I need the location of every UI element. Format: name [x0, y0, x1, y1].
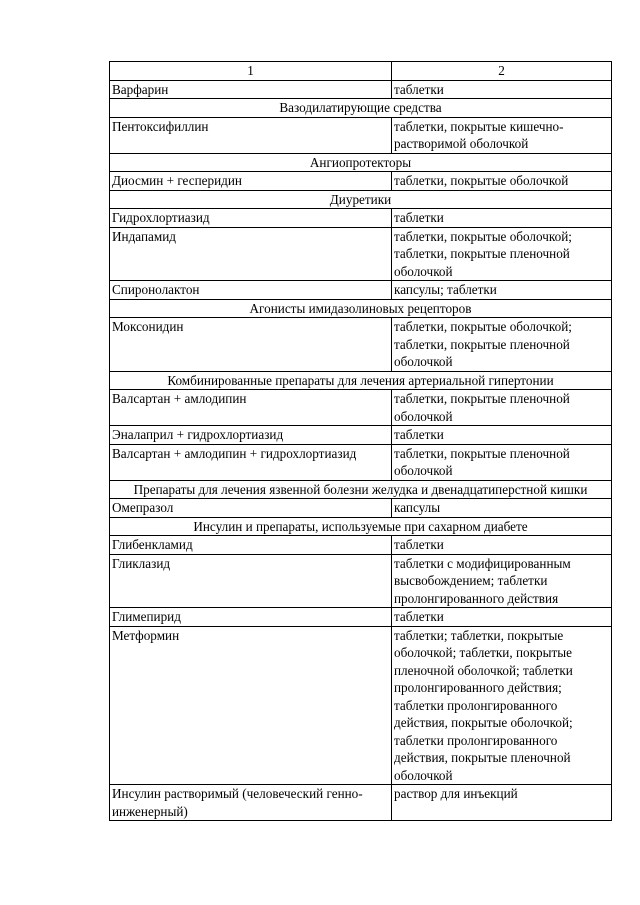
table-row [110, 536, 612, 555]
dosage-form-cell: таблетки, покрытые пленочной оболочкой [392, 390, 612, 426]
section-row [110, 480, 612, 499]
drug-name-cell: Метформин [110, 626, 392, 785]
dosage-form-cell: таблетки [392, 426, 612, 445]
drug-name-cell: Варфарин [110, 80, 392, 99]
table-row [110, 444, 612, 480]
dosage-form-cell: таблетки, покрытые оболочкой; таблетки, покрытые пленочной оболочкой [392, 227, 612, 281]
table-row [110, 172, 612, 191]
drug-name-cell: Гидрохлортиазид [110, 209, 392, 228]
dosage-form-cell: капсулы; таблетки [392, 281, 612, 300]
section-row [110, 153, 612, 172]
section-row [110, 99, 612, 118]
drug-name-cell: Индапамид [110, 227, 392, 281]
drug-name-cell: Омепразол [110, 499, 392, 518]
drug-name-cell: Гликлазид [110, 554, 392, 608]
dosage-form-cell: таблетки, покрытые оболочкой; таблетки, покрытые пленочной оболочкой [392, 318, 612, 372]
column-header-2: 2 [392, 62, 612, 81]
drug-name-cell: Пентоксифиллин [110, 117, 392, 153]
table-row [110, 626, 612, 785]
drug-name-cell: Моксонидин [110, 318, 392, 372]
dosage-form-cell: таблетки; таблетки, покрытые оболочкой; таблетки, покрытые пленочной оболочкой; таблетки пролонгированного действия; таблетки пролонгированного действия, покрытые оболочкой; таблетки пролонгированного действия, покрытые пленочной оболочкой [392, 626, 612, 785]
table-row [110, 499, 612, 518]
table-row [110, 390, 612, 426]
section-title: Инсулин и препараты, используемые при сахарном диабете [110, 517, 612, 536]
dosage-form-cell: таблетки [392, 209, 612, 228]
drug-name-cell: Валсартан + амлодипин [110, 390, 392, 426]
table-row [110, 117, 612, 153]
dosage-form-cell: таблетки [392, 536, 612, 555]
section-row [110, 517, 612, 536]
dosage-form-cell: таблетки, покрытые пленочной оболочкой [392, 444, 612, 480]
dosage-form-cell: капсулы [392, 499, 612, 518]
dosage-form-cell: таблетки, покрытые оболочкой [392, 172, 612, 191]
drug-name-cell: Валсартан + амлодипин + гидрохлортиазид [110, 444, 392, 480]
section-title: Диуретики [110, 190, 612, 209]
dosage-form-cell: раствор для инъекций [392, 785, 612, 821]
drug-name-cell: Глибенкламид [110, 536, 392, 555]
section-title: Ангиопротекторы [110, 153, 612, 172]
section-row [110, 299, 612, 318]
column-header-1: 1 [110, 62, 392, 81]
table-row [110, 281, 612, 300]
dosage-form-cell: таблетки [392, 80, 612, 99]
table-row [110, 318, 612, 372]
section-row [110, 371, 612, 390]
section-row [110, 190, 612, 209]
table-row [110, 426, 612, 445]
section-title: Вазодилатирующие средства [110, 99, 612, 118]
table-row [110, 554, 612, 608]
dosage-form-cell: таблетки [392, 608, 612, 627]
table-body [110, 62, 612, 821]
table-row [110, 785, 612, 821]
dosage-form-cell: таблетки с модифицированным высвобождением; таблетки пролонгированного действия [392, 554, 612, 608]
drug-name-cell: Глимепирид [110, 608, 392, 627]
table-row [110, 80, 612, 99]
drug-name-cell: Диосмин + гесперидин [110, 172, 392, 191]
drug-list-table [109, 61, 612, 821]
table-row [110, 608, 612, 627]
table-row [110, 209, 612, 228]
drug-name-cell: Инсулин растворимый (человеческий генно-инженерный) [110, 785, 392, 821]
section-title: Комбинированные препараты для лечения артериальной гипертонии [110, 371, 612, 390]
drug-name-cell: Спиронолактон [110, 281, 392, 300]
column-header-row [110, 62, 612, 81]
section-title: Агонисты имидазолиновых рецепторов [110, 299, 612, 318]
table-row [110, 227, 612, 281]
dosage-form-cell: таблетки, покрытые кишечно-растворимой оболочкой [392, 117, 612, 153]
drug-name-cell: Эналаприл + гидрохлортиазид [110, 426, 392, 445]
section-title: Препараты для лечения язвенной болезни желудка и двенадцатиперстной кишки [110, 480, 612, 499]
